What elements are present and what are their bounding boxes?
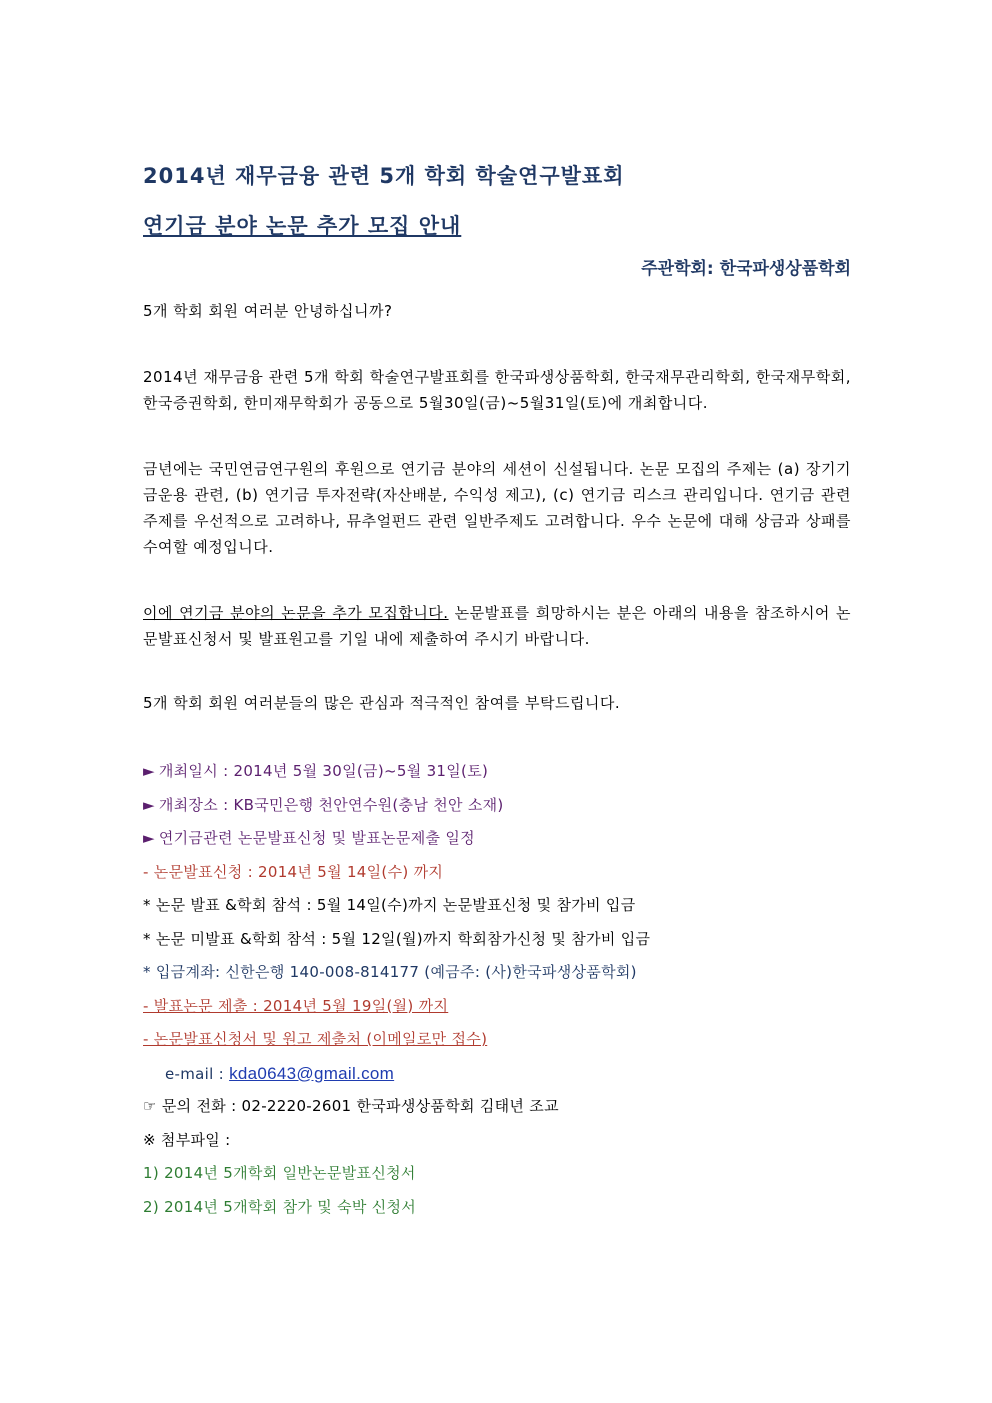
email-label: e-mail : (165, 1064, 230, 1083)
document-subtitle: 연기금 분야 논문 추가 모집 안내 (143, 214, 462, 238)
intro-paragraph: 2014년 재무금융 관련 5개 학회 학술연구발표회를 한국파생상품학회, 한국재무관리학회, 한국재무학회, 한국증권학회, 한미재무학회가 공동으로 5월30일(금)~5월31일(토)에 개최합니다. (143, 368, 851, 412)
event-venue: ► 개최장소 : KB국민은행 천안연수원(충남 천안 소재) (143, 789, 851, 823)
call-highlight: 이에 연기금 분야의 논문을 추가 모집합니다. (143, 604, 449, 622)
closing-text: 5개 학회 회원 여러분들의 많은 관심과 적극적인 참여를 부탁드립니다. (143, 694, 621, 712)
session-paragraph: 금년에는 국민연금연구원의 후원으로 연기금 분야의 세션이 신설됩니다. 논문 모집의 주제는 (a) 장기기금운용 관련, (b) 연기금 투자전략(자산배분, 수익성 제고), (c) 연기금 리스크 관리입니다. 연기금 관련 주제를 우선적으로 고려하나, 뮤추얼펀드 관련 일반주제도 고려합니다. 우수 논문에 대해 상금과 상패를 수여할 예정입니다. (143, 460, 851, 556)
call-rest: 논문발표를 희망하시는 분은 아래의 내용을 참조하시어 논문발표신청서 및 발표원고를 기일 내에 제출하여 주시기 바랍니다. (143, 604, 852, 648)
attachment-item-2[interactable]: 2) 2014년 5개학회 참가 및 숙박 신청서 (143, 1197, 417, 1216)
document-page (143, 158, 851, 1224)
arrow-icon: ► (143, 762, 155, 780)
application-deadline: - 논문발표신청 : 2014년 5월 14일(수) 까지 (143, 862, 444, 881)
attachment-item-1[interactable]: 1) 2014년 5개학회 일반논문발표신청서 (143, 1164, 416, 1182)
event-details (143, 755, 851, 1224)
organizer-label: 주관학회: 한국파생상품학회 (641, 259, 851, 279)
submission-method: - 논문발표신청서 및 원고 제출처 (이메일로만 접수) (143, 1030, 488, 1048)
email-link[interactable]: kda0643@gmail.com (229, 1063, 395, 1083)
schedule-heading: ► 연기금관련 논문발표신청 및 발표논문제출 일정 (143, 822, 851, 856)
greeting-text: 5개 학회 회원 여러분 안녕하십니까? (143, 302, 393, 320)
note-not-presenting: * 논문 미발표 &학회 참석 : 5월 12일(월)까지 학회참가신청 및 참가비 입금 (143, 929, 651, 948)
arrow-icon: ► (143, 795, 155, 814)
note-presenting: * 논문 발표 &학회 참석 : 5월 14일(수)까지 논문발표신청 및 참가비 입금 (143, 896, 636, 914)
call-paragraph (143, 600, 851, 652)
document-title: 2014년 재무금융 관련 5개 학회 학술연구발표회 (143, 164, 625, 188)
bank-account: * 입금계좌: 신한은행 140-008-814177 (예금주: (사)한국파생상품학회) (143, 963, 637, 981)
submission-deadline: - 발표논문 제출 : 2014년 5월 19일(월) 까지 (143, 996, 449, 1015)
contact-phone: ☞ 문의 전화 : 02-2220-2601 한국파생상품학회 김태년 조교 (143, 1097, 559, 1115)
email-line (143, 1057, 851, 1091)
arrow-icon: ► (143, 829, 155, 847)
event-date: ► 개최일시 : 2014년 5월 30일(금)~5월 31일(토) (143, 755, 851, 789)
attachments-heading: ※ 첨부파일 : (143, 1130, 231, 1149)
